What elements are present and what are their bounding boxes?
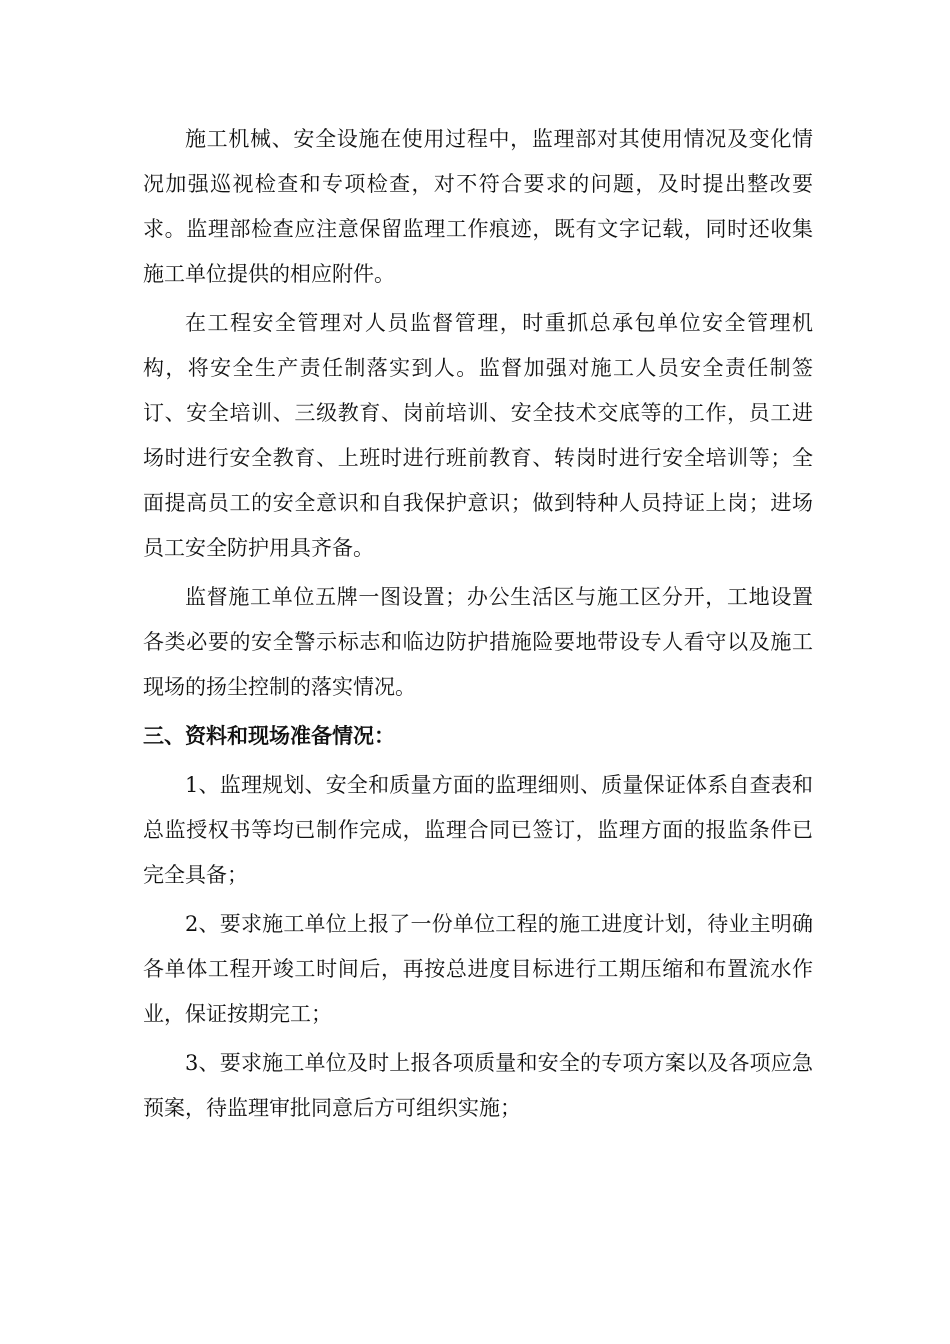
list-item-supervision-plan: 1、监理规划、安全和质量方面的监理细则、质量保证体系自查表和总监授权书等均已制作完成，监理合同已签订，监理方面的报监条件已完全具备；	[143, 773, 813, 887]
section-heading-preparation: 三、资料和现场准备情况：	[143, 724, 395, 748]
list-item-progress-schedule: 2、要求施工单位上报了一份单位工程的施工进度计划，待业主明确各单体工程开竣工时间后，再按总进度目标进行工期压缩和布置流水作业，保证按期完工；	[143, 912, 813, 1026]
list-item-special-plans: 3、要求施工单位及时上报各项质量和安全的专项方案以及各项应急预案，待监理审批同意后方可组织实施；	[143, 1051, 813, 1120]
paragraph-site-signage: 监督施工单位五牌一图设置；办公生活区与施工区分开，工地设置各类必要的安全警示标志和临边防护措施险要地带设专人看守以及施工现场的扬尘控制的落实情况。	[143, 585, 813, 699]
paragraph-personnel-safety: 在工程安全管理对人员监督管理，时重抓总承包单位安全管理机构，将安全生产责任制落实到人。监督加强对施工人员安全责任制签订、安全培训、三级教育、岗前培训、安全技术交底等的工作，员工进场时进行安全教育、上班时进行班前教育、转岗时进行安全培训等；全面提高员工的安全意识和自我保护意识；做到特种人员持证上岗；进场员工安全防护用具齐备。	[143, 311, 813, 560]
paragraph-machinery-inspection: 施工机械、安全设施在使用过程中，监理部对其使用情况及变化情况加强巡视检查和专项检查，对不符合要求的问题，及时提出整改要求。监理部检查应注意保留监理工作痕迹，既有文字记载，同时还收集施工单位提供的相应附件。	[143, 127, 813, 286]
document-body	[143, 117, 813, 1135]
